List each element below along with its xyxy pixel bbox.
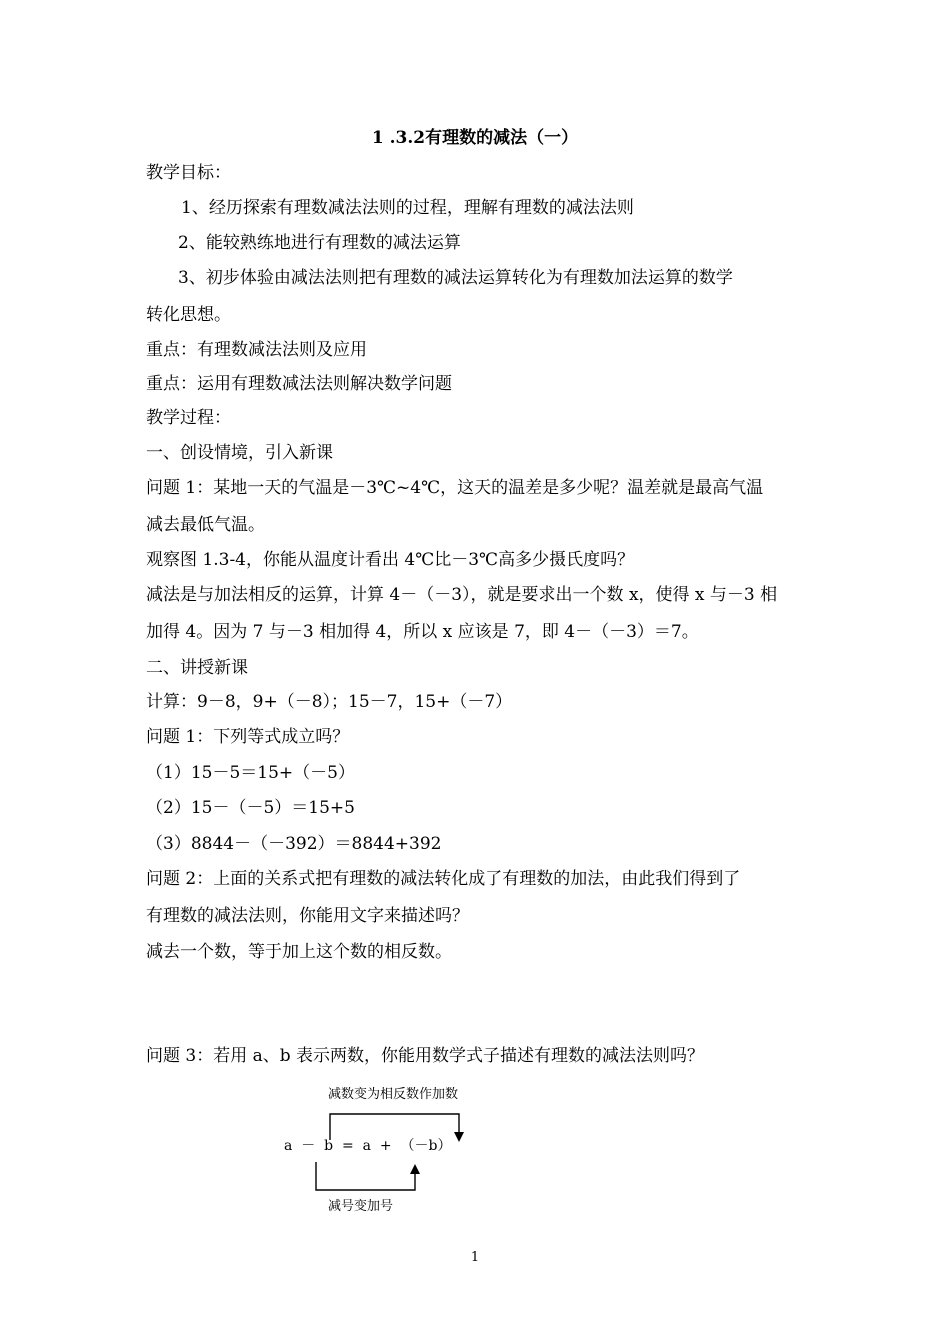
text-line: 问题 2：上面的关系式把有理数的减法转化成了有理数的加法，由此我们得到了 (146, 869, 741, 889)
text-line: （3）8844－（－392）＝8844+392 (146, 834, 442, 854)
diagram-bottom-label: 减号变加号 (328, 1199, 394, 1214)
diagram-equation: a － b = a + （－b） (284, 1138, 452, 1154)
top-arrow-line (330, 1114, 459, 1140)
text-line: 重点：运用有理数减法法则解决数学问题 (146, 374, 452, 394)
text-line: 有理数的减法法则，你能用文字来描述吗？ (146, 906, 469, 926)
text-line: 2、能较熟练地进行有理数的减法运算 (178, 233, 461, 253)
text-line: 教学过程： (146, 408, 231, 428)
page-number: 1 (470, 1250, 480, 1265)
text-line: 3、初步体验由减法法则把有理数的减法运算转化为有理数加法运算的数学 (178, 268, 733, 288)
text-line: （2）15－（－5）＝15+5 (146, 798, 355, 818)
text-line: 一、创设情境，引入新课 (146, 443, 333, 463)
text-line: 加得 4。因为 7 与－3 相加得 4，所以 x 应该是 7，即 4－（－3）＝7。 (146, 622, 699, 642)
text-line: 减去最低气温。 (146, 515, 265, 535)
page-title: 1 .3.2有理数的减法（一） (371, 128, 579, 148)
text-line: 问题 3：若用 a、b 表示两数，你能用数学式子描述有理数的减法法则吗？ (146, 1046, 705, 1066)
text-line: 问题 1：下列等式成立吗？ (146, 727, 350, 747)
text-line: 观察图 1.3-4，你能从温度计看出 4℃比－3℃高多少摄氏度吗？ (146, 550, 635, 570)
text-line: 减去一个数，等于加上这个数的相反数。 (146, 942, 452, 962)
text-line: 二、讲授新课 (146, 658, 248, 678)
text-line: 减法是与加法相反的运算，计算 4－（－3），就是要求出一个数 x，使得 x 与－3 相 (146, 585, 778, 605)
text-line: 问题 1：某地一天的气温是－3℃~4℃，这天的温差是多少呢？温差就是最高气温 (146, 478, 764, 498)
bottom-arrow-head (410, 1164, 420, 1174)
text-line: 教学目标： (146, 163, 231, 183)
text-line: 重点：有理数减法法则及应用 (146, 340, 367, 360)
top-arrow-head (454, 1132, 464, 1142)
text-line: 1、经历探索有理数减法法则的过程，理解有理数的减法法则 (181, 198, 634, 218)
text-line: 转化思想。 (146, 305, 231, 325)
text-line: 计算：9－8，9+（－8）；15－7，15+（－7） (146, 692, 513, 712)
text-line: （1）15－5＝15+（－5） (146, 763, 355, 783)
bottom-arrow-line (316, 1162, 415, 1190)
diagram-top-label: 减数变为相反数作加数 (328, 1087, 459, 1102)
